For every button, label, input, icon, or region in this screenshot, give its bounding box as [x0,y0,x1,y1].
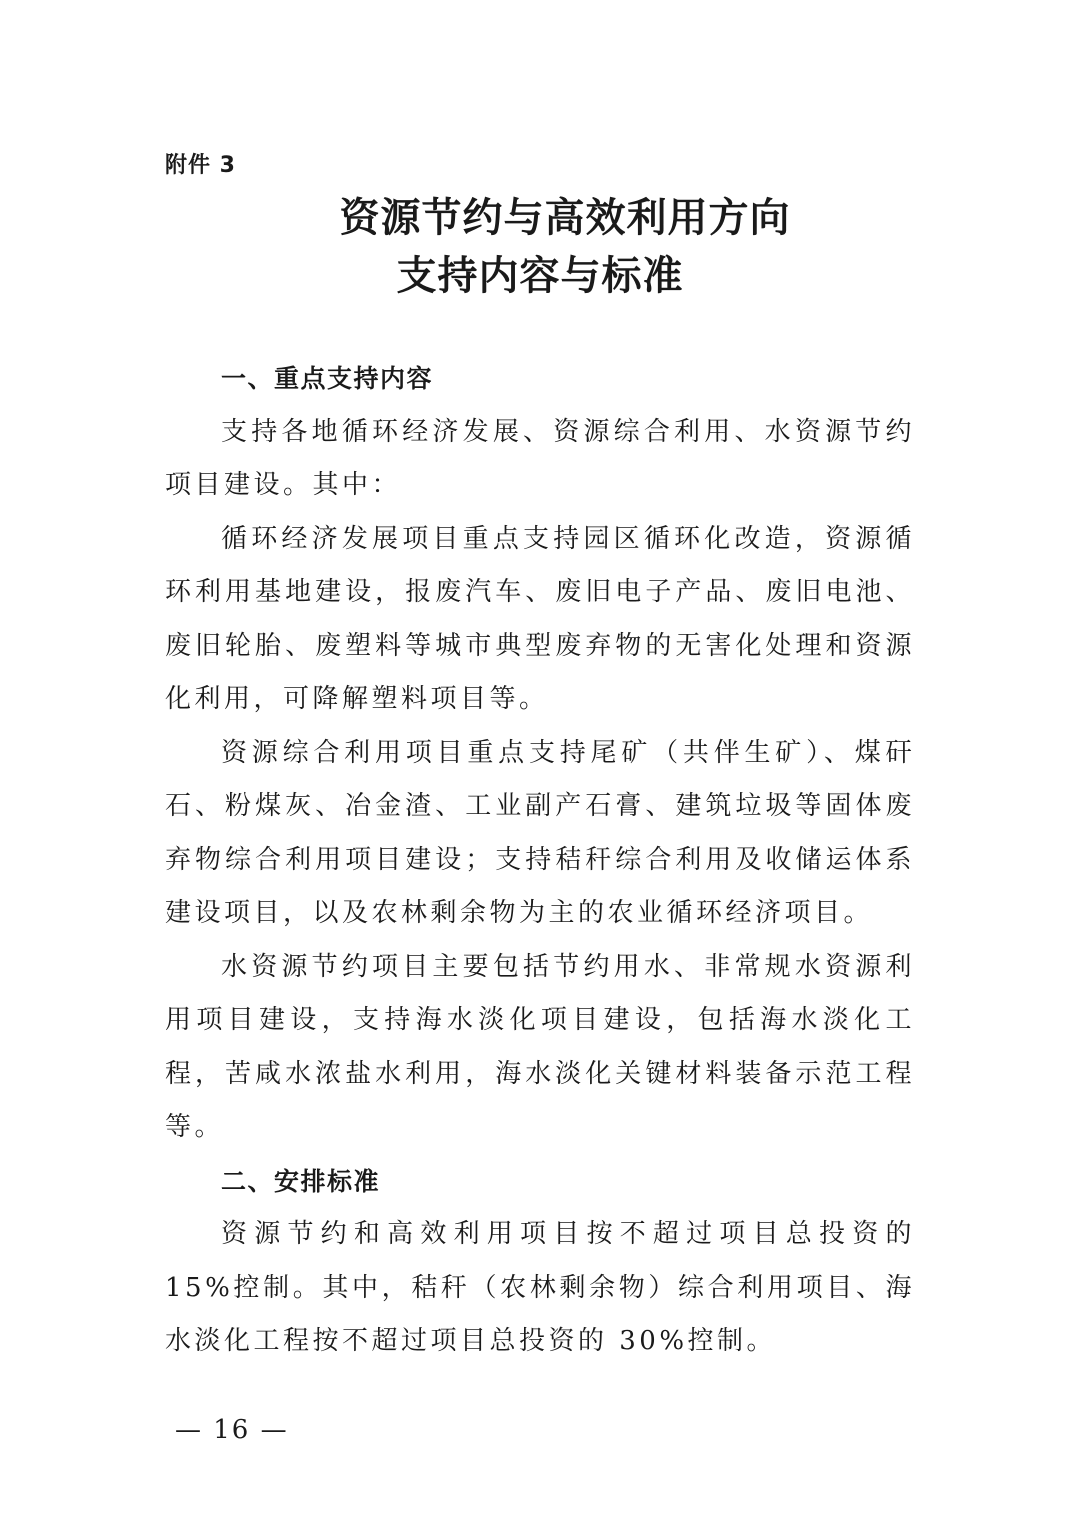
attachment-label: 附件 3 [165,153,236,178]
paragraph: 支持各地循环经济发展、资源综合利用、水资源节约项目建设。其中： [165,416,915,500]
paragraph: 资源节约和高效利用项目按不超过项目总投资的 15%控制。其中，秸秆（农林剩余物）综合利用项目、海水淡化工程按不超过项目总投资的 30%控制。 [165,1219,915,1356]
document-body [165,352,915,1369]
document-title-line-2: 支持内容与标准 [396,252,684,299]
section-heading-standards: 二、安排标准 [221,1166,381,1196]
paragraph: 循环经济发展项目重点支持园区循环化改造，资源循环利用基地建设，报废汽车、废旧电子产品、废旧电池、废旧轮胎、废塑料等城市典型废弃物的无害化处理和资源化利用，可降解塑料项目等。 [165,523,915,714]
paragraph: 资源综合利用项目重点支持尾矿（共伴生矿）、煤矸石、粉煤灰、冶金渣、工业副产石膏、建筑垃圾等固体废弃物综合利用项目建设；支持秸秆综合利用及收储运体系建设项目，以及农林剩余物为主的农业循环经济项目。 [165,737,915,928]
page-number: — 16 — [175,1415,289,1445]
section-heading-key-support: 一、重点支持内容 [221,364,434,393]
document-title-line-1: 资源节约与高效利用方向 [339,194,791,241]
paragraph: 水资源节约项目主要包括节约用水、非常规水资源利用项目建设，支持海水淡化项目建设，包括海水淡化工程，苦咸水浓盐水利用，海水淡化关键材料装备示范工程等。 [165,951,915,1142]
